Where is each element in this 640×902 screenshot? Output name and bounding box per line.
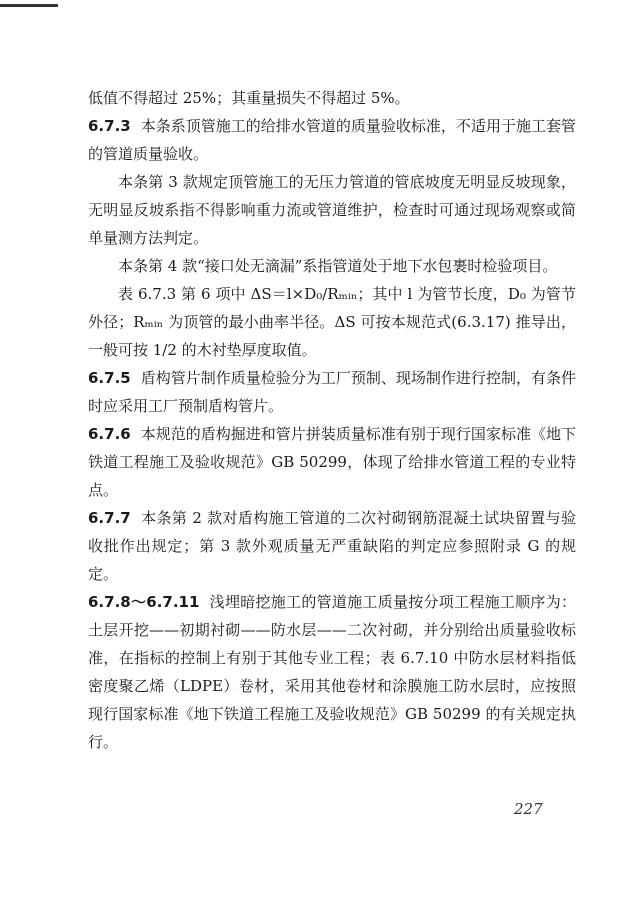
clause-number: 6.7.5 xyxy=(88,369,131,387)
page-body xyxy=(88,84,576,756)
paragraph-7 xyxy=(88,420,576,504)
paragraph-text: 本条系顶管施工的给排水管道的质量验收标准，不适用于施工套管的管道质量验收。 xyxy=(88,117,576,163)
paragraph-4 xyxy=(88,252,576,280)
top-rule xyxy=(0,4,58,7)
clause-number: 6.7.8～6.7.11 xyxy=(88,593,200,611)
clause-number: 6.7.6 xyxy=(88,425,131,443)
paragraph-3 xyxy=(88,168,576,252)
paragraph-text: 盾构管片制作质量检验分为工厂预制、现场制作进行控制，有条件时应采用工厂预制盾构管片。 xyxy=(88,369,576,415)
paragraph-text: 浅埋暗挖施工的管道施工质量按分项工程施工顺序为：土层开挖——初期衬砌——防水层——二次衬砌，并分别给出质量验收标准，在指标的控制上有别于其他专业工程；表 6.7.10 中防水层材料指低密度聚乙烯（LDPE）卷材，采用其他卷材和涂膜施工防水层时，应按照现行国家标准《地下铁道工程施工及验收规范》GB 50299 的有关规定执行。 xyxy=(88,593,576,751)
paragraph-text: 本条第 3 款规定顶管施工的无压力管道的管底坡度无明显反坡现象，无明显反坡系指不得影响重力流或管道维护，检查时可通过现场观察或简单量测方法判定。 xyxy=(88,173,576,247)
paragraph-9 xyxy=(88,588,576,756)
paragraph-text: 本条第 4 款“接口处无滴漏”系指管道处于地下水包裹时检验项目。 xyxy=(118,257,558,275)
paragraph-text: 本规范的盾构掘进和管片拼装质量标准有别于现行国家标准《地下铁道工程施工及验收规范》GB 50299，体现了给排水管道工程的专业特点。 xyxy=(88,425,576,499)
page-number: 227 xyxy=(514,800,543,818)
clause-number: 6.7.3 xyxy=(88,117,131,135)
paragraph-text: 本条第 2 款对盾构施工管道的二次衬砌钢筋混凝土试块留置与验收批作出规定；第 3 款外观质量无严重缺陷的判定应参照附录 G 的规定。 xyxy=(88,509,576,583)
clause-number: 6.7.7 xyxy=(88,509,131,527)
paragraph-6 xyxy=(88,364,576,420)
paragraph-text: 表 6.7.3 第 6 项中 ΔS＝l×D₀/Rₘᵢₙ；其中 l 为管节长度，D₀ 为管节外径；Rₘᵢₙ 为顶管的最小曲率半径。ΔS 可按本规范式(6.3.17) 推导出，一般可按 1/2 的木衬垫厚度取值。 xyxy=(88,285,576,359)
paragraph-1 xyxy=(88,84,576,112)
paragraph-2 xyxy=(88,112,576,168)
paragraph-8 xyxy=(88,504,576,588)
paragraph-5 xyxy=(88,280,576,364)
paragraph-text: 低值不得超过 25%；其重量损失不得超过 5%。 xyxy=(88,89,410,107)
